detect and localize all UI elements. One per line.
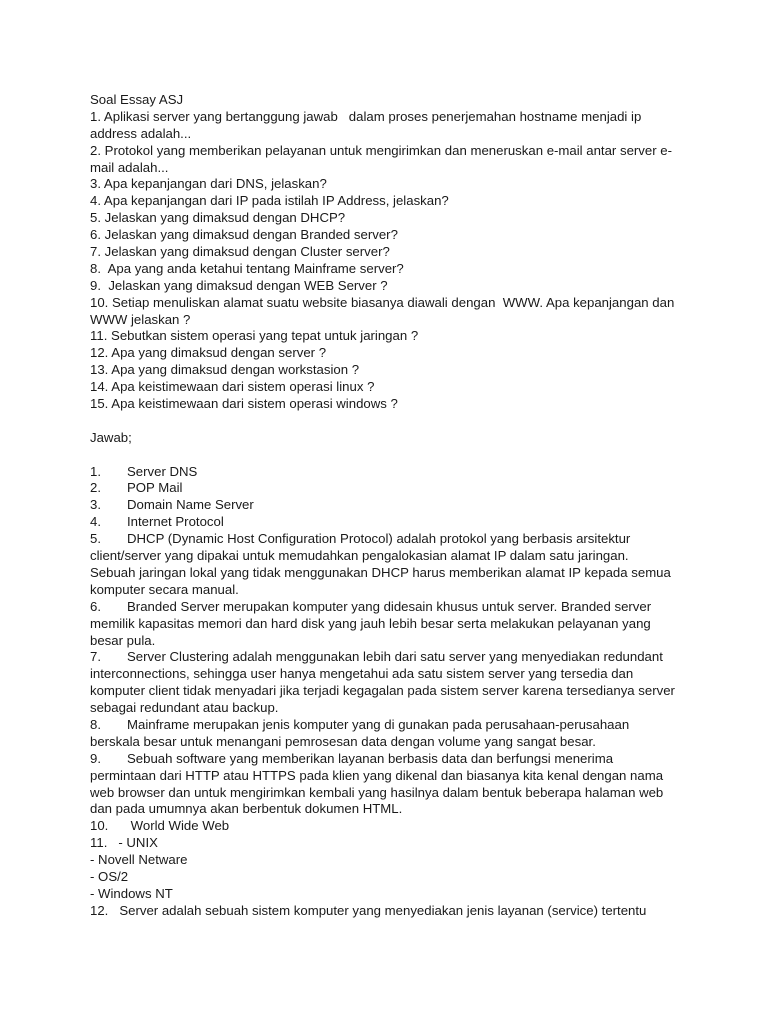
question-line: 2. Protokol yang memberikan pelayanan untuk mengirimkan dan meneruskan e-mail antar server e- bbox=[90, 142, 673, 158]
answer-text: Mainframe merupakan jenis komputer yang di gunakan pada perusahaan-perusahaan bbox=[127, 716, 630, 732]
answer-item bbox=[90, 818, 690, 835]
question-line: 13. Apa yang dimaksud dengan workstasion ? bbox=[90, 362, 360, 378]
answer-number: 9. bbox=[90, 750, 101, 766]
answer-text: Server Clustering adalah menggunakan lebih dari satu server yang menyediakan redundant bbox=[127, 649, 663, 665]
answer-text: Server DNS bbox=[127, 463, 198, 479]
answer-item bbox=[90, 751, 690, 819]
spacer bbox=[90, 447, 690, 464]
question-line: 4. Apa kepanjangan dari IP pada istilah IP Address, jelaskan? bbox=[90, 193, 449, 209]
question-line: 15. Apa keistimewaan dari sistem operasi windows ? bbox=[90, 396, 398, 412]
answer-number: 8. bbox=[90, 716, 101, 732]
answer-line: 11. - UNIX bbox=[90, 835, 158, 851]
answer-text: DHCP (Dynamic Host Configuration Protocol) adalah protokol yang berbasis arsitektur bbox=[127, 531, 631, 547]
question-line: 14. Apa keistimewaan dari sistem operasi linux ? bbox=[90, 379, 375, 395]
question-line: 6. Jelaskan yang dimaksud dengan Branded server? bbox=[90, 227, 398, 243]
answer-continuation: berskala besar untuk menangani pemrosesan data dengan volume yang sangat besar. bbox=[90, 733, 596, 749]
answer-number: 4. bbox=[90, 514, 101, 530]
question-line: 7. Jelaskan yang dimaksud dengan Cluster server? bbox=[90, 244, 390, 260]
answer-number: 7. bbox=[90, 649, 101, 665]
answer-continuation: sebagai redundant atau backup. bbox=[90, 700, 279, 716]
answer-continuation: interconnections, sehingga user hanya mengetahui ada satu sistem server yang tersedia dan bbox=[90, 666, 634, 682]
answer-number: 2. bbox=[90, 480, 101, 496]
answer-text: POP Mail bbox=[127, 480, 183, 496]
question-line: WWW jelaskan ? bbox=[90, 311, 191, 327]
answer-continuation: web browser dan untuk mengirimkan kembali yang hasilnya dalam bentuk beberapa halaman web bbox=[90, 784, 664, 800]
answer-continuation: Sebuah jaringan lokal yang tidak menggunakan DHCP harus memberikan alamat IP kepada semua bbox=[90, 564, 671, 580]
answer-number: 1. bbox=[90, 463, 101, 479]
answer-continuation: client/server yang dipakai untuk memudahkan pengalokasian alamat IP dalam satu jaringan. bbox=[90, 548, 629, 564]
question-list bbox=[90, 109, 690, 413]
document-page bbox=[90, 92, 690, 920]
answer-number: 5. bbox=[90, 531, 101, 547]
answer-item bbox=[90, 464, 690, 481]
answer-item bbox=[90, 717, 690, 751]
question-line: 5. Jelaskan yang dimaksud dengan DHCP? bbox=[90, 210, 346, 226]
answer-item bbox=[90, 480, 690, 497]
question-line: 3. Apa kepanjangan dari DNS, jelaskan? bbox=[90, 176, 327, 192]
question-line: 12. Apa yang dimaksud dengan server ? bbox=[90, 345, 327, 361]
answer-item bbox=[90, 835, 690, 903]
answer-line: - Windows NT bbox=[90, 885, 173, 901]
question-line: address adalah... bbox=[90, 125, 192, 141]
answer-continuation: komputer secara manual. bbox=[90, 581, 239, 597]
question-line: 10. Setiap menuliskan alamat suatu website biasanya diawali dengan WWW. Apa kepanjangan dan bbox=[90, 294, 675, 310]
answer-item bbox=[90, 599, 690, 650]
answer-item bbox=[90, 649, 690, 717]
question-line: mail adalah... bbox=[90, 159, 169, 175]
answer-item bbox=[90, 514, 690, 531]
answer-heading: Jawab; bbox=[90, 429, 132, 445]
answer-line: 12. Server adalah sebuah sistem komputer yang menyediakan jenis layanan (service) tertentu bbox=[90, 902, 647, 918]
document-title: Soal Essay ASJ bbox=[90, 92, 184, 107]
answer-line: - OS/2 bbox=[90, 868, 129, 884]
answer-continuation: memilik kapasitas memori dan hard disk yang jauh lebih besar serta melakukan pelayanan yang bbox=[90, 615, 651, 631]
question-line: 11. Sebutkan sistem operasi yang tepat untuk jaringan ? bbox=[90, 328, 419, 344]
spacer bbox=[90, 413, 690, 430]
answer-continuation: permintaan dari HTTP atau HTTPS pada klien yang dikenal dan biasanya kita kenal dengan nama bbox=[90, 767, 664, 783]
answer-item bbox=[90, 531, 690, 599]
answer-continuation: besar pula. bbox=[90, 632, 156, 648]
answer-item bbox=[90, 497, 690, 514]
answer-text: Branded Server merupakan komputer yang didesain khusus untuk server. Branded server bbox=[127, 598, 652, 614]
answer-number: 10. bbox=[90, 818, 109, 834]
answer-text: Domain Name Server bbox=[127, 497, 254, 513]
answer-text: World Wide Web bbox=[127, 818, 230, 834]
answer-text: Sebuah software yang memberikan layanan berbasis data dan berfungsi menerima bbox=[127, 750, 614, 766]
question-line: 1. Aplikasi server yang bertanggung jawab dalam proses penerjemahan hostname menjadi ip bbox=[90, 108, 642, 124]
answer-text: Internet Protocol bbox=[127, 514, 224, 530]
question-line: 8. Apa yang anda ketahui tentang Mainframe server? bbox=[90, 260, 404, 276]
answer-line: - Novell Netware bbox=[90, 852, 188, 868]
question-line: 9. Jelaskan yang dimaksud dengan WEB Server ? bbox=[90, 277, 388, 293]
answer-number: 3. bbox=[90, 497, 101, 513]
answer-list bbox=[90, 464, 690, 920]
answer-continuation: dan pada umumnya akan berbentuk dokumen HTML. bbox=[90, 801, 403, 817]
answer-number: 6. bbox=[90, 598, 101, 614]
answer-continuation: komputer client tidak menyadari jika terjadi kegagalan pada sistem server karena tersedianya server bbox=[90, 683, 675, 699]
